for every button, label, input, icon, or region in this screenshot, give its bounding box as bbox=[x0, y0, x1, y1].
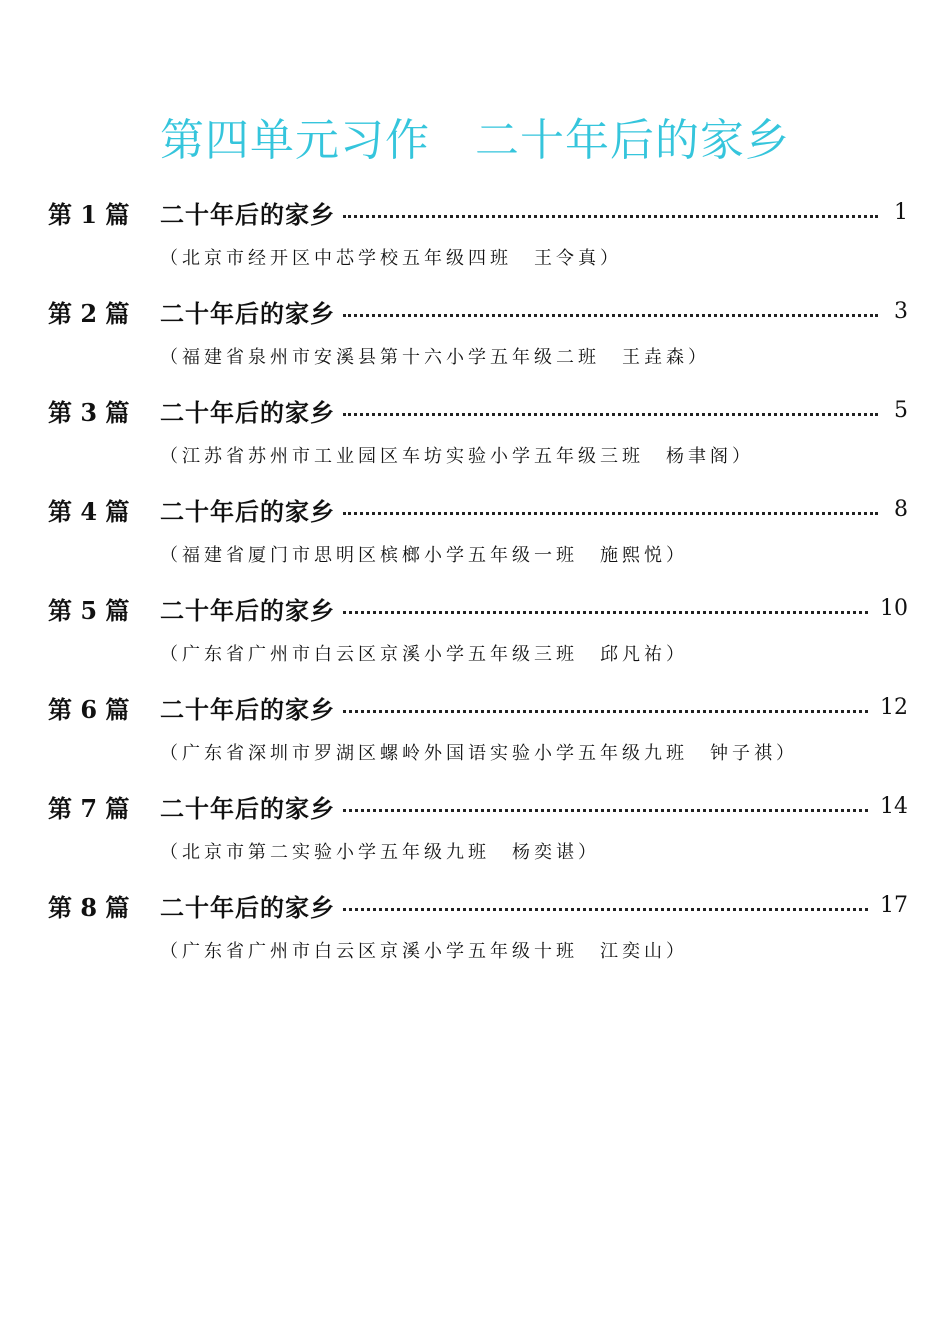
chapter-number: 第 3 篇 bbox=[48, 397, 130, 427]
dot-leader bbox=[343, 908, 868, 911]
toc-entry-7[interactable] bbox=[48, 784, 908, 883]
toc-entry-line bbox=[48, 190, 908, 234]
page-number: 12 bbox=[880, 694, 908, 720]
dot-leader bbox=[343, 611, 868, 614]
author-info: （广东省广州市白云区京溪小学五年级三班 邱凡祐） bbox=[160, 644, 688, 665]
toc-entry-6[interactable] bbox=[48, 685, 908, 784]
toc-entry-line bbox=[48, 388, 908, 432]
chapter-number: 第 2 篇 bbox=[48, 298, 130, 328]
page-number: 8 bbox=[894, 496, 908, 522]
page-number: 10 bbox=[880, 595, 908, 621]
entry-title: 二十年后的家乡 bbox=[160, 694, 335, 724]
table-of-contents bbox=[48, 190, 908, 982]
page-number: 3 bbox=[894, 298, 908, 324]
chapter-number: 第 6 篇 bbox=[48, 694, 130, 724]
dot-leader bbox=[343, 512, 878, 515]
entry-title: 二十年后的家乡 bbox=[160, 397, 335, 427]
toc-entry-3[interactable] bbox=[48, 388, 908, 487]
author-info: （广东省深圳市罗湖区螺岭外国语实验小学五年级九班 钟子祺） bbox=[160, 743, 798, 764]
author-info: （福建省泉州市安溪县第十六小学五年级二班 王垚森） bbox=[160, 347, 710, 368]
author-info: （北京市第二实验小学五年级九班 杨奕谌） bbox=[160, 842, 600, 863]
page-number: 1 bbox=[894, 199, 908, 225]
entry-title: 二十年后的家乡 bbox=[160, 892, 335, 922]
page-number: 5 bbox=[894, 397, 908, 423]
toc-entry-line bbox=[48, 883, 908, 927]
chapter-number: 第 5 篇 bbox=[48, 595, 130, 625]
chapter-number: 第 1 篇 bbox=[48, 199, 130, 229]
entry-title: 二十年后的家乡 bbox=[160, 298, 335, 328]
toc-entry-8[interactable] bbox=[48, 883, 908, 982]
unit-title: 第四单元习作 二十年后的家乡 bbox=[160, 115, 790, 166]
toc-entry-line bbox=[48, 487, 908, 531]
toc-entry-line bbox=[48, 685, 908, 729]
toc-entry-line bbox=[48, 784, 908, 828]
page-number: 17 bbox=[880, 892, 908, 918]
dot-leader bbox=[343, 314, 878, 317]
chapter-number: 第 7 篇 bbox=[48, 793, 130, 823]
entry-title: 二十年后的家乡 bbox=[160, 496, 335, 526]
toc-entry-4[interactable] bbox=[48, 487, 908, 586]
author-info: （广东省广州市白云区京溪小学五年级十班 江奕山） bbox=[160, 941, 688, 962]
toc-entry-5[interactable] bbox=[48, 586, 908, 685]
dot-leader bbox=[343, 809, 868, 812]
dot-leader bbox=[343, 413, 878, 416]
author-info: （北京市经开区中芯学校五年级四班 王令真） bbox=[160, 248, 622, 269]
toc-entry-2[interactable] bbox=[48, 289, 908, 388]
entry-title: 二十年后的家乡 bbox=[160, 595, 335, 625]
dot-leader bbox=[343, 710, 868, 713]
toc-entry-1[interactable] bbox=[48, 190, 908, 289]
chapter-number: 第 8 篇 bbox=[48, 892, 130, 922]
entry-title: 二十年后的家乡 bbox=[160, 199, 335, 229]
author-info: （江苏省苏州市工业园区车坊实验小学五年级三班 杨聿阁） bbox=[160, 446, 754, 467]
author-info: （福建省厦门市思明区槟榔小学五年级一班 施熙悦） bbox=[160, 545, 688, 566]
entry-title: 二十年后的家乡 bbox=[160, 793, 335, 823]
page-number: 14 bbox=[880, 793, 908, 819]
chapter-number: 第 4 篇 bbox=[48, 496, 130, 526]
dot-leader bbox=[343, 215, 878, 218]
toc-entry-line bbox=[48, 289, 908, 333]
toc-entry-line bbox=[48, 586, 908, 630]
